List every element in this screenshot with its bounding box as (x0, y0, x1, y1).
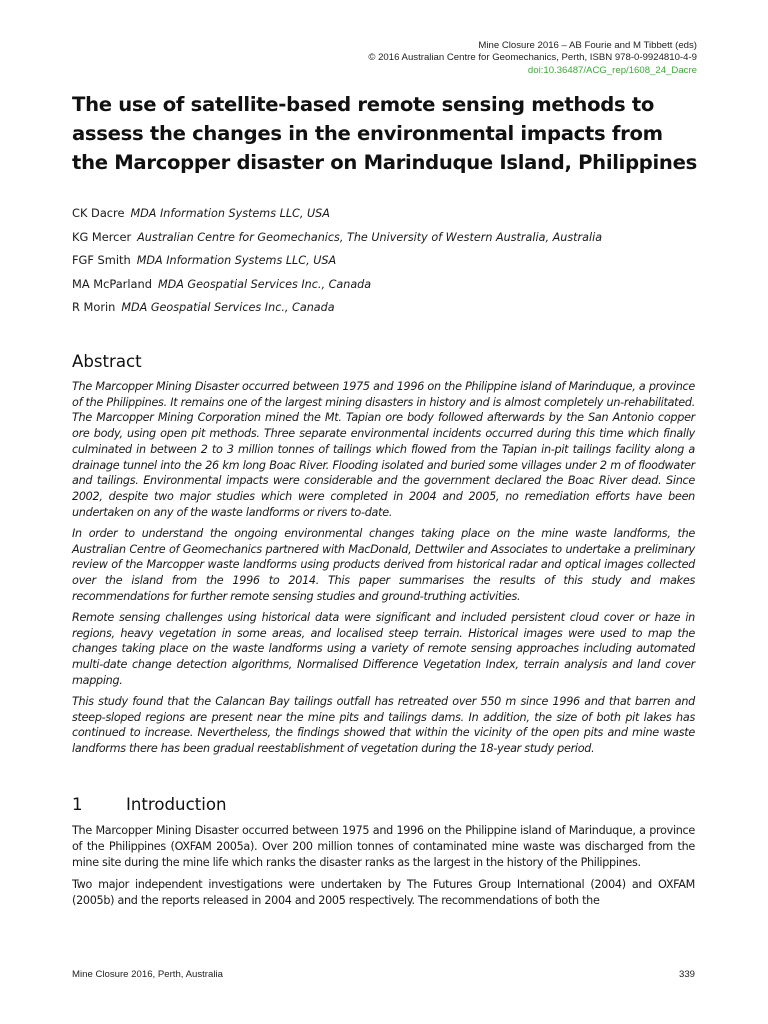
author-affiliation: MDA Information Systems LLC, USA (136, 254, 337, 267)
copyright-line: © 2016 Australian Centre for Geomechanics, Perth, ISBN 978-0-9924810-4-9 (368, 52, 697, 64)
author-name: MA McParland (72, 276, 152, 291)
abstract-paragraph: This study found that the Calancan Bay tailings outfall has retreated over 550 m since 1996 and that barren and steep-sloped regions are present near the mine pits and tailings dams. In addition, the size of both pit lakes has continued to increase. Nevertheless, the findings showed that within the vicinity of the open pits and mine waste landforms there has been gradual reestablishment of vegetation during the 18-year study period. (72, 694, 695, 755)
author-affiliation: MDA Information Systems LLC, USA (130, 207, 330, 220)
abstract-paragraph: Remote sensing challenges using historical data were significant and included persistent cloud cover or haze in regions, heavy vegetation in some areas, and localised steep terrain. Historical images were used to map the changes taking place on the waste landforms using a variety of remote sensing approaches including automated multi-date change detection algorithms, Normalised Difference Vegetation Index, terrain analysis and land cover mapping. (72, 610, 695, 687)
author-entry (72, 202, 712, 226)
abstract-heading: Abstract (72, 352, 142, 371)
author-entry (72, 296, 712, 320)
page-number: 339 (678, 969, 695, 980)
body-paragraph: Two major independent investigations were undertaken by The Futures Group International (2004) and OXFAM (2005b) and the reports released in 2004 and 2005 respectively. The recommendations of both the (72, 877, 695, 907)
page-footer (72, 969, 695, 980)
author-name: CK Dacre (72, 206, 125, 220)
author-entry (72, 273, 712, 297)
abstract-paragraph: The Marcopper Mining Disaster occurred between 1975 and 1996 on the Philippine island of Marinduque, a province of the Philippines. It remains one of the largest mining disasters in history and is almost completely un-rehabilitated. The Marcopper Mining Corporation mined the Mt. Tapian ore body followed afterwards by the San Antonio copper ore body, using open pit methods. Three separate environmental incidents occurred during this time which finally culminated in between 2 to 3 million tonnes of tailings which flowed from the Tapian in-pit tailings facility along a drainage tunnel into the 26 km long Boac River. Flooding isolated and buried some villages under 2 m of floodwater and tailings. Environmental impacts were considerable and the government declared the Boac River dead. Since 2002, despite two major studies which were completed in 2004 and 2005, no remediation efforts have been undertaken on any of the waste landforms or rivers to-date. (72, 380, 695, 519)
doi-link[interactable]: doi:10.36487/ACG_rep/1608_24_Dacre (527, 64, 697, 76)
abstract-body (72, 379, 695, 762)
paper-title: The use of satellite-based remote sensing methods to assess the changes in the environmental impacts from the Marcopper disaster on Marinduque Island, Philippines (72, 93, 697, 174)
introduction-heading (72, 795, 227, 814)
author-list (72, 202, 712, 320)
body-paragraph: The Marcopper Mining Disaster occurred between 1975 and 1996 on the Philippine island of Marinduque, a province of the Philippines (OXFAM 2005a). Over 200 million tonnes of contaminated mine waste was discharged from the mine site during the mine life which ranks the disaster ranks as the largest in the history of the Philippines. (72, 824, 695, 870)
introduction-body (72, 823, 695, 914)
section-number: 1 (72, 795, 83, 814)
footer-conference: Mine Closure 2016, Perth, Australia (72, 969, 223, 980)
author-entry (72, 249, 712, 273)
author-entry (72, 226, 712, 250)
abstract-paragraph: In order to understand the ongoing environmental changes taking place on the mine waste landforms, the Australian Centre of Geomechanics partnered with MacDonald, Dettwiler and Associates to undertake a preliminary review of the Marcopper waste landforms using products derived from historical radar and optical images collected over the island from the 1996 to 2014. This paper summarises the results of this study and makes recommendations for further remote sensing studies and ground-truthing activities. (72, 526, 695, 603)
proceedings-line: Mine Closure 2016 – AB Fourie and M Tibbett (eds) (478, 40, 697, 51)
author-affiliation: Australian Centre for Geomechanics, The University of Western Australia, Australia (137, 230, 603, 244)
running-header (368, 40, 697, 77)
author-affiliation: MDA Geospatial Services Inc., Canada (121, 301, 335, 314)
author-name: FGF Smith (72, 253, 131, 267)
section-title: Introduction (126, 795, 227, 814)
author-name: R Morin (72, 300, 116, 314)
author-name: KG Mercer (72, 229, 132, 244)
author-affiliation: MDA Geospatial Services Inc., Canada (157, 277, 372, 291)
